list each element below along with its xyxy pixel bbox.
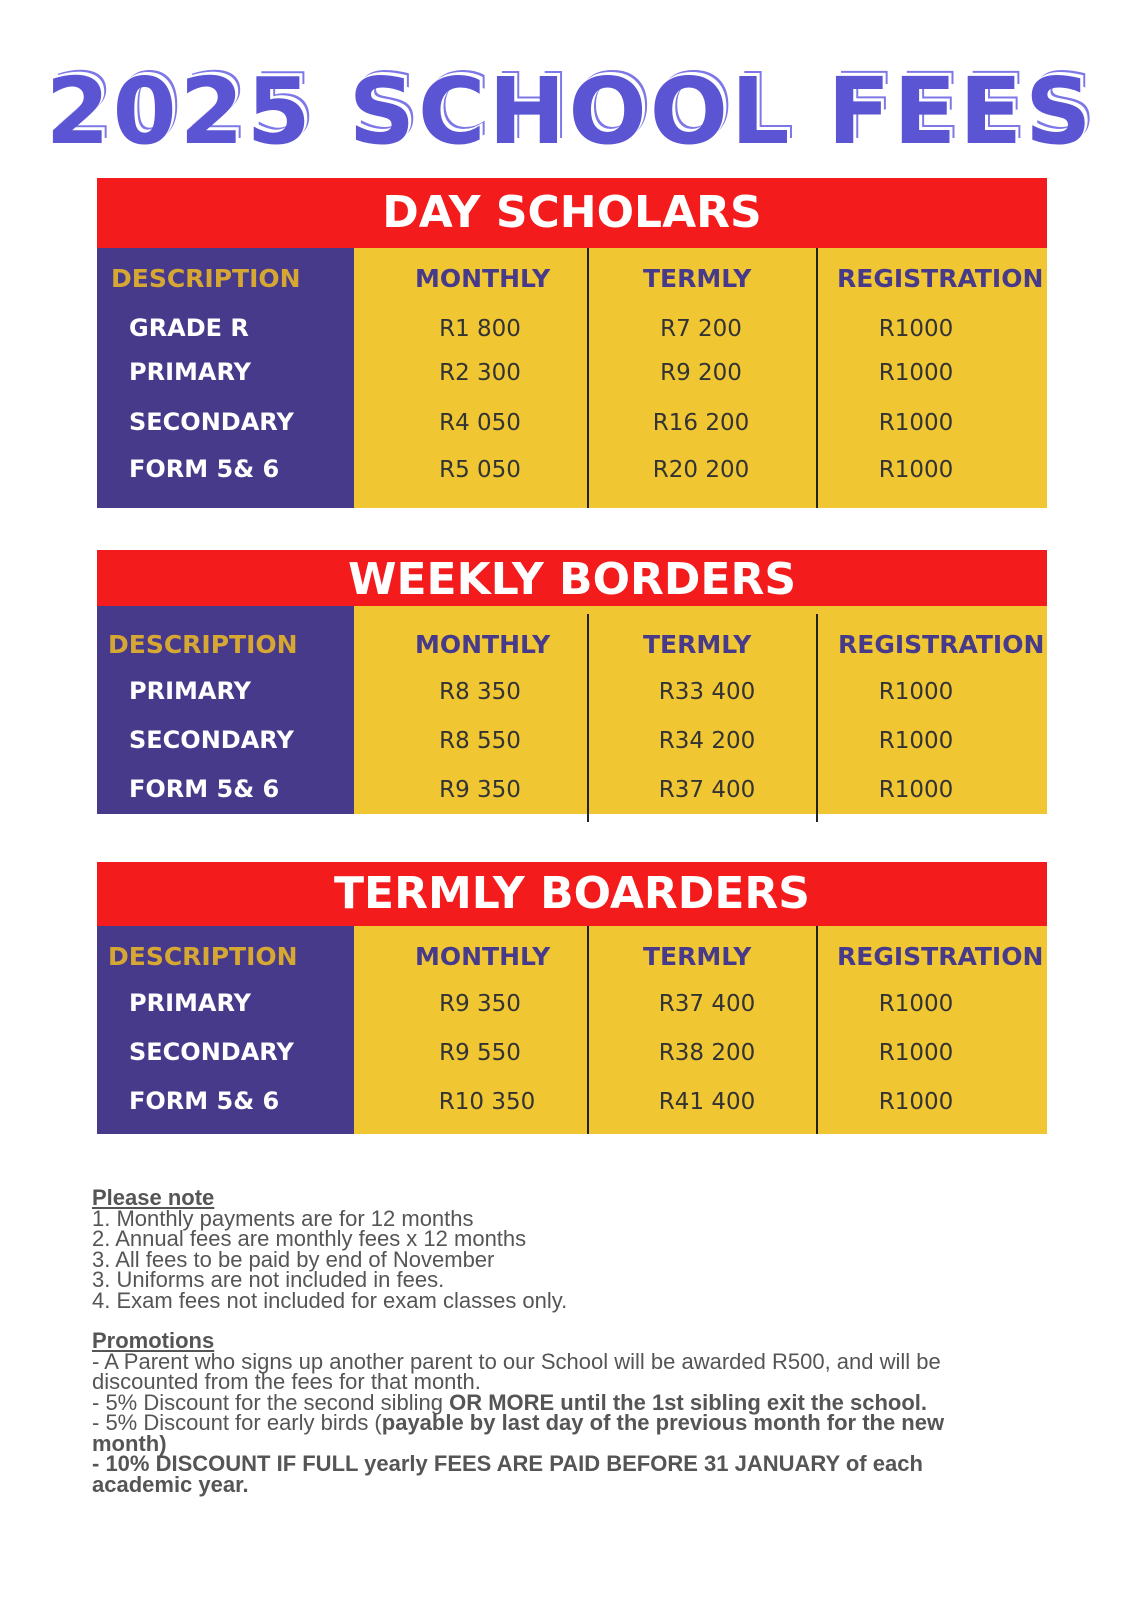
header-termly: TERMLY	[643, 942, 752, 971]
promotion-item: - 10% DISCOUNT IF FULL yearly FEES ARE PAID BEFORE 31 JANUARY of each academic year.	[92, 1451, 923, 1497]
note-item: 3. Uniforms are not included in fees.	[92, 1267, 445, 1292]
termly-value: R41 400	[658, 1089, 756, 1115]
termly-boarders-heading: TERMLY BOARDERS	[97, 862, 1047, 926]
row-label: PRIMARY	[129, 677, 252, 705]
header-monthly: MONTHLY	[415, 630, 551, 659]
registration-value: R1000	[878, 316, 954, 342]
registration-value: R1000	[878, 360, 954, 386]
row-label: PRIMARY	[129, 358, 252, 386]
termly-value: R38 200	[658, 1040, 756, 1066]
column-divider	[816, 614, 818, 822]
monthly-value: R9 350	[439, 991, 521, 1017]
termly-value: R20 200	[652, 457, 750, 483]
termly-value: R16 200	[652, 410, 750, 436]
header-monthly: MONTHLY	[415, 942, 551, 971]
registration-value: R1000	[878, 1089, 954, 1115]
column-divider	[816, 926, 818, 1134]
header-registration: REGISTRATION	[837, 942, 1044, 971]
row-label: FORM 5& 6	[129, 775, 280, 803]
header-description: DESCRIPTION	[108, 630, 298, 659]
note-item: 1. Monthly payments are for 12 months	[92, 1205, 474, 1231]
weekly-borders-table	[97, 550, 1047, 814]
notes-block	[92, 1185, 952, 1497]
promotion-item: - 5% Discount for the second sibling OR MORE until the 1st sibling exit the school.	[92, 1389, 928, 1415]
termly-value: R34 200	[658, 728, 756, 754]
header-termly: TERMLY	[643, 264, 752, 293]
row-label: FORM 5& 6	[129, 1087, 280, 1115]
termly-value: R7 200	[660, 316, 742, 342]
header-termly: TERMLY	[643, 630, 752, 659]
row-label: SECONDARY	[129, 408, 294, 436]
note-item: 3. All fees to be paid by end of November	[92, 1246, 495, 1272]
monthly-value: R9 550	[439, 1040, 521, 1066]
termly-value: R33 400	[658, 679, 756, 705]
monthly-value: R2 300	[439, 360, 521, 386]
column-divider	[587, 248, 589, 508]
row-label: PRIMARY	[129, 989, 252, 1017]
registration-value: R1000	[878, 728, 954, 754]
promotion-item: - 5% Discount for early birds (payable by last day of the previous month for the new month)	[92, 1410, 945, 1456]
registration-value: R1000	[878, 777, 954, 803]
header-description: DESCRIPTION	[111, 264, 301, 293]
monthly-value: R9 350	[439, 777, 521, 803]
row-label: SECONDARY	[129, 726, 294, 754]
column-divider	[816, 248, 818, 508]
row-label: FORM 5& 6	[129, 455, 280, 483]
header-registration: REGISTRATION	[838, 630, 1045, 659]
monthly-value: R4 050	[439, 410, 521, 436]
header-registration: REGISTRATION	[837, 264, 1044, 293]
please-note-heading: Please note	[92, 1185, 215, 1210]
promotion-item: - A Parent who signs up another parent to our School will be awarded R500, and will be discounted from the fees for that month.	[92, 1348, 941, 1394]
column-divider	[587, 614, 589, 822]
registration-value: R1000	[878, 991, 954, 1017]
monthly-value: R8 550	[439, 728, 521, 754]
monthly-value: R8 350	[439, 679, 521, 705]
monthly-value: R10 350	[438, 1089, 536, 1115]
column-divider	[587, 926, 589, 1134]
page-title: 2025 SCHOOL FEES	[45, 58, 1095, 165]
row-label: SECONDARY	[129, 1038, 294, 1066]
registration-value: R1000	[878, 1040, 954, 1066]
termly-value: R37 400	[658, 991, 756, 1017]
termly-boarders-table	[97, 862, 1047, 1134]
day-scholars-table	[97, 178, 1047, 508]
termly-value: R37 400	[658, 777, 756, 803]
row-label: GRADE R	[129, 314, 249, 342]
header-description: DESCRIPTION	[108, 942, 298, 971]
registration-value: R1000	[878, 457, 954, 483]
monthly-value: R1 800	[439, 316, 521, 342]
note-item: 2. Annual fees are monthly fees x 12 months	[92, 1226, 527, 1251]
monthly-value: R5 050	[439, 457, 521, 483]
registration-value: R1000	[878, 679, 954, 705]
weekly-borders-heading: WEEKLY BORDERS	[97, 550, 1047, 606]
day-scholars-heading: DAY SCHOLARS	[97, 178, 1047, 248]
note-item: 4. Exam fees not included for exam classes only.	[92, 1287, 568, 1313]
termly-value: R9 200	[660, 360, 742, 386]
header-monthly: MONTHLY	[415, 264, 551, 293]
promotions-heading: Promotions	[92, 1328, 215, 1353]
registration-value: R1000	[878, 410, 954, 436]
